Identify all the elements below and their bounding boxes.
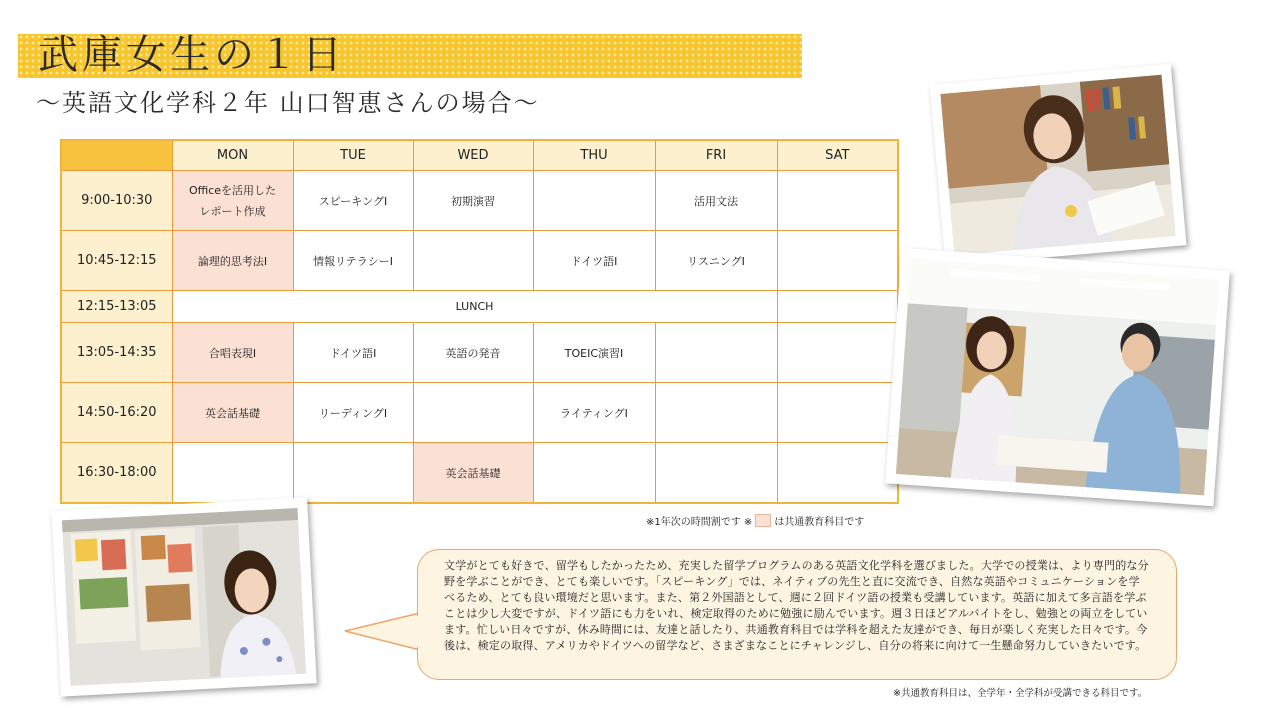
- class-cell: 英会話基礎: [413, 443, 533, 504]
- class-cell: [533, 443, 655, 504]
- class-cell: [777, 323, 898, 383]
- timetable-row: [61, 231, 898, 291]
- class-cell: [777, 291, 898, 323]
- page-subtitle: ～英語文化学科２年 山口智恵さんの場合～: [36, 89, 540, 117]
- class-cell: 初期演習: [413, 171, 533, 231]
- timetable-row-lunch: [61, 291, 898, 323]
- class-cell: [172, 443, 293, 504]
- class-cell: ドイツ語Ⅰ: [533, 231, 655, 291]
- photo-teacher-conversation: [885, 248, 1230, 506]
- class-cell: 合唱表現Ⅰ: [172, 323, 293, 383]
- day-header: SAT: [777, 140, 898, 171]
- class-cell: ライティングⅠ: [533, 383, 655, 443]
- common-course-swatch: [755, 514, 771, 527]
- time-slot: 14:50-16:20: [61, 383, 172, 443]
- speech-bubble: [417, 549, 1177, 680]
- bubble-text: 文学がとても好きで、留学もしたかったため、充実した留学プログラムのある英語文化学科を選びました。大学での授業は、より専門的な分野を学ぶことができ、とても楽しいです。「スピーキング」では、ネイティブの先生と直に交流でき、自然な英語やコミュニケーションを学べるため、とても良い環境だと思います。また、第２外国語として、週に２回ドイツ語の授業も受講しています。英語に加えて多言語を学ぶことは少し大変ですが、ドイツ語にも力をいれ、検定取得のために勉強に励んでいます。週３日ほどアルバイトをし、勉強との両立をしています。忙しい日々ですが、休み時間には、友達と話したり、共通教育科目では学科を超えた友達ができ、毎日が楽しく充実した日々です。今後は、検定の取得、アメリカやドイツへの留学など、さまざまなことにチャレンジし、自分の将来に向けて一生懸命努力していきたいです。: [444, 559, 1149, 652]
- class-cell: [533, 171, 655, 231]
- timetable-row: [61, 323, 898, 383]
- timetable: [60, 139, 899, 504]
- time-slot: 12:15-13:05: [61, 291, 172, 323]
- class-cell: 英会話基礎: [172, 383, 293, 443]
- class-cell: TOEIC演習Ⅰ: [533, 323, 655, 383]
- timetable-row: [61, 443, 898, 504]
- class-cell: [293, 443, 413, 504]
- timetable-note: [646, 514, 864, 530]
- page-title: 武庫女生の１日: [38, 32, 346, 78]
- timetable-corner: [61, 140, 172, 171]
- time-slot: 13:05-14:35: [61, 323, 172, 383]
- class-cell: [655, 443, 777, 504]
- class-cell: [777, 443, 898, 504]
- lunch-cell: LUNCH: [172, 291, 777, 323]
- class-cell: 英語の発音: [413, 323, 533, 383]
- timetable-row: [61, 171, 898, 231]
- class-cell: [172, 171, 293, 231]
- class-cell: リスニングⅠ: [655, 231, 777, 291]
- timetable-header-row: [61, 140, 898, 171]
- class-cell: [413, 383, 533, 443]
- day-header: MON: [172, 140, 293, 171]
- class-cell: リーディングⅠ: [293, 383, 413, 443]
- photo-student-smiling: [51, 497, 316, 696]
- day-header: WED: [413, 140, 533, 171]
- class-cell: スピーキングⅠ: [293, 171, 413, 231]
- time-slot: 10:45-12:15: [61, 231, 172, 291]
- timetable-note-suffix: は共通教育科目です: [774, 517, 865, 528]
- class-cell: [655, 383, 777, 443]
- photo-library-study: [930, 64, 1187, 266]
- timetable-note-prefix: ※1年次の時間割です ※: [646, 517, 753, 528]
- class-cell: [777, 231, 898, 291]
- footnote: ※共通教育科目は、全学年・全学科が受講できる科目です。: [893, 688, 1148, 699]
- time-slot: 9:00-10:30: [61, 171, 172, 231]
- time-slot: 16:30-18:00: [61, 443, 172, 504]
- class-cell: [655, 323, 777, 383]
- class-cell: 論理的思考法Ⅰ: [172, 231, 293, 291]
- class-cell: 活用文法: [655, 171, 777, 231]
- day-header: THU: [533, 140, 655, 171]
- class-cell: ドイツ語Ⅰ: [293, 323, 413, 383]
- day-header: TUE: [293, 140, 413, 171]
- class-cell: [413, 231, 533, 291]
- class-cell: [777, 383, 898, 443]
- timetable-row: [61, 383, 898, 443]
- day-header: FRI: [655, 140, 777, 171]
- class-cell: 情報リテラシーⅠ: [293, 231, 413, 291]
- class-name: Officeを活用した レポート作成: [188, 183, 277, 218]
- class-cell: [777, 171, 898, 231]
